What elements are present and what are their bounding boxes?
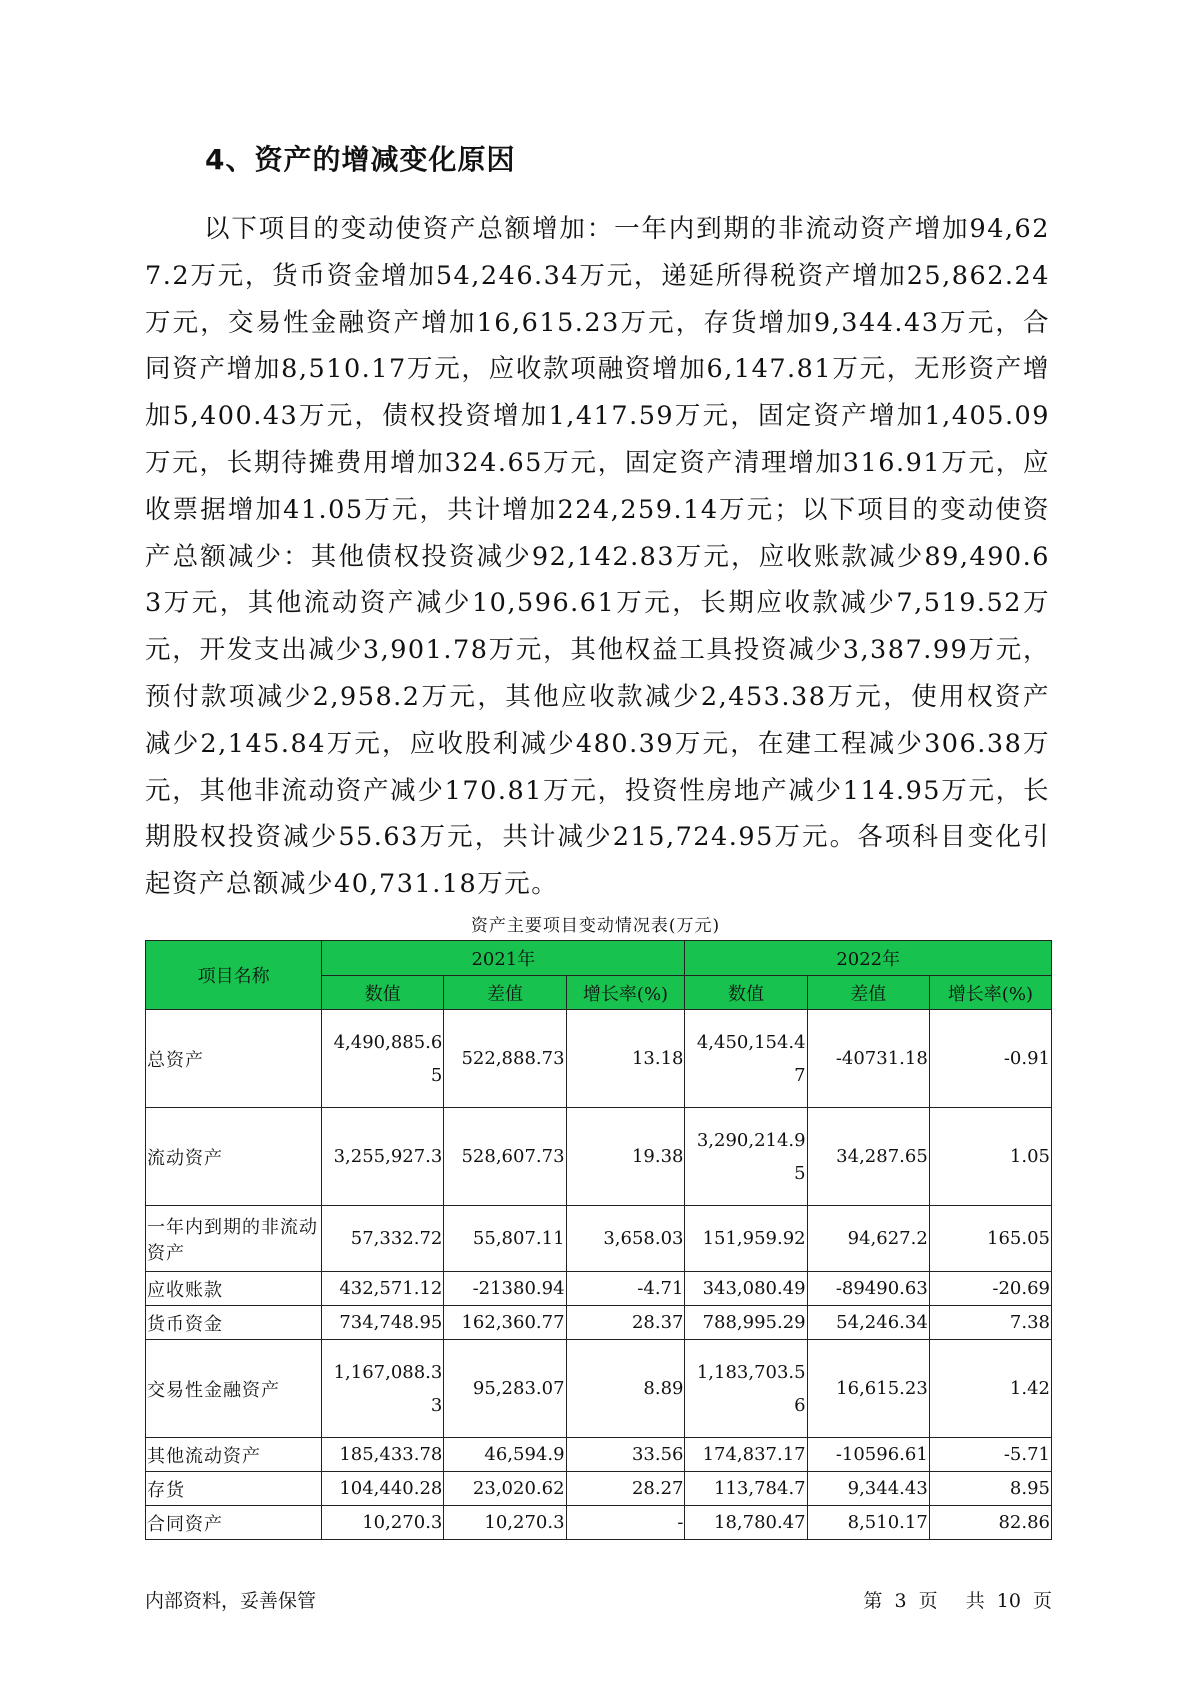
rate-2022: 1.05 — [929, 1108, 1051, 1206]
total-unit: 页 — [1032, 1590, 1052, 1612]
value-2021: 734,748.95 — [322, 1306, 444, 1340]
header-value-2021: 数值 — [322, 976, 444, 1010]
header-year-2022: 2022年 — [685, 941, 1052, 976]
diff-2022: -40731.18 — [807, 1010, 929, 1108]
table-row — [146, 1438, 1052, 1472]
diff-2021: 528,607.73 — [444, 1108, 566, 1206]
diff-2021: -21380.94 — [444, 1272, 566, 1306]
row-name: 合同资产 — [146, 1506, 322, 1540]
asset-change-table — [145, 940, 1052, 1540]
header-diff-2021: 差值 — [444, 976, 566, 1010]
value-2021: 104,440.28 — [322, 1472, 444, 1506]
diff-2021: 95,283.07 — [444, 1340, 566, 1438]
row-name: 存货 — [146, 1472, 322, 1506]
table-caption: 资产主要项目变动情况表(万元) — [470, 916, 721, 936]
rate-2022: 165.05 — [929, 1206, 1051, 1272]
diff-2022: -89490.63 — [807, 1272, 929, 1306]
diff-2021: 162,360.77 — [444, 1306, 566, 1340]
diff-2021: 10,270.3 — [444, 1506, 566, 1540]
diff-2021: 46,594.9 — [444, 1438, 566, 1472]
diff-2022: 34,287.65 — [807, 1108, 929, 1206]
rate-2022: 82.86 — [929, 1506, 1051, 1540]
header-value-2022: 数值 — [685, 976, 807, 1010]
table-row — [146, 1306, 1052, 1340]
row-name: 一年内到期的非流动资产 — [146, 1206, 322, 1272]
rate-2022: 7.38 — [929, 1306, 1051, 1340]
diff-2022: -10596.61 — [807, 1438, 929, 1472]
header-rate-2022: 增长率(%) — [929, 976, 1051, 1010]
section-heading: 4、资产的增减变化原因 — [205, 143, 516, 176]
rate-2021: 3,658.03 — [566, 1206, 685, 1272]
header-diff-2022: 差值 — [807, 976, 929, 1010]
table-row — [146, 1010, 1052, 1108]
value-2022: 151,959.92 — [685, 1206, 807, 1272]
rate-2021: 19.38 — [566, 1108, 685, 1206]
row-name: 流动资产 — [146, 1108, 322, 1206]
row-name: 应收账款 — [146, 1272, 322, 1306]
value-2022: 113,784.7 — [685, 1472, 807, 1506]
total-label: 共 — [965, 1590, 985, 1612]
value-2021: 185,433.78 — [322, 1438, 444, 1472]
value-2022: 1,183,703.56 — [685, 1340, 807, 1438]
rate-2021: 33.56 — [566, 1438, 685, 1472]
rate-2021: 28.37 — [566, 1306, 685, 1340]
footer-confidential-note: 内部资料，妥善保管 — [145, 1590, 317, 1612]
page-label: 第 — [863, 1590, 883, 1612]
rate-2021: 13.18 — [566, 1010, 685, 1108]
diff-2021: 23,020.62 — [444, 1472, 566, 1506]
diff-2022: 54,246.34 — [807, 1306, 929, 1340]
diff-2022: 16,615.23 — [807, 1340, 929, 1438]
rate-2022: -5.71 — [929, 1438, 1051, 1472]
value-2021: 4,490,885.65 — [322, 1010, 444, 1108]
value-2022: 788,995.29 — [685, 1306, 807, 1340]
value-2022: 18,780.47 — [685, 1506, 807, 1540]
page-number — [857, 1586, 1052, 1613]
value-2021: 3,255,927.3 — [322, 1108, 444, 1206]
table-row — [146, 1340, 1052, 1438]
rate-2021: 28.27 — [566, 1472, 685, 1506]
value-2021: 57,332.72 — [322, 1206, 444, 1272]
row-name: 其他流动资产 — [146, 1438, 322, 1472]
header-rate-2021: 增长率(%) — [566, 976, 685, 1010]
header-item-name: 项目名称 — [146, 941, 322, 1010]
diff-2021: 55,807.11 — [444, 1206, 566, 1272]
value-2022: 174,837.17 — [685, 1438, 807, 1472]
diff-2022: 9,344.43 — [807, 1472, 929, 1506]
table-row — [146, 1472, 1052, 1506]
value-2022: 3,290,214.95 — [685, 1108, 807, 1206]
value-2022: 343,080.49 — [685, 1272, 807, 1306]
body-paragraph: 以下项目的变动使资产总额增加：一年内到期的非流动资产增加94,627.2万元，货币资金增加54,246.34万元，递延所得税资产增加25,862.24万元，交易性金融资产增加16,615.23万元，存货增加9,344.43万元，合同资产增加8,510.17万元，应收款项融资增加6,147.81万元，无形资产增加5,400.43万元，债权投资增加1,417.59万元，固定资产增加1,405.09万元，长期待摊费用增加324.65万元，固定资产清理增加316.91万元，应收票据增加41.05万元，共计增加224,259.14万元；以下项目的变动使资产总额减少：其他债权投资减少92,142.83万元，应收账款减少89,490.63万元，其他流动资产减少10,596.61万元，长期应收款减少7,519.52万元，开发支出减少3,901.78万元，其他权益工具投资减少3,387.99万元，预付款项减少2,958.2万元，其他应收款减少2,453.38万元，使用权资产减少2,145.84万元，应收股利减少480.39万元，在建工程减少306.38万元，其他非流动资产减少170.81万元，投资性房地产减少114.95万元，长期股权投资减少55.63万元，共计减少215,724.95万元。各项科目变化引起资产总额减少40,731.18万元。 — [145, 214, 1050, 900]
rate-2022: -0.91 — [929, 1010, 1051, 1108]
value-2021: 10,270.3 — [322, 1506, 444, 1540]
table-row — [146, 1206, 1052, 1272]
row-name: 总资产 — [146, 1010, 322, 1108]
diff-2022: 8,510.17 — [807, 1506, 929, 1540]
rate-2021: - — [566, 1506, 685, 1540]
page-current: 3 — [894, 1590, 907, 1612]
rate-2021: -4.71 — [566, 1272, 685, 1306]
row-name: 交易性金融资产 — [146, 1340, 322, 1438]
table-row — [146, 1108, 1052, 1206]
rate-2022: -20.69 — [929, 1272, 1051, 1306]
diff-2021: 522,888.73 — [444, 1010, 566, 1108]
rate-2022: 1.42 — [929, 1340, 1051, 1438]
rate-2021: 8.89 — [566, 1340, 685, 1438]
table-row — [146, 1272, 1052, 1306]
diff-2022: 94,627.2 — [807, 1206, 929, 1272]
value-2021: 432,571.12 — [322, 1272, 444, 1306]
table-row — [146, 1506, 1052, 1540]
page-unit: 页 — [918, 1590, 938, 1612]
value-2022: 4,450,154.47 — [685, 1010, 807, 1108]
value-2021: 1,167,088.33 — [322, 1340, 444, 1438]
rate-2022: 8.95 — [929, 1472, 1051, 1506]
header-year-2021: 2021年 — [322, 941, 685, 976]
page-total: 10 — [996, 1590, 1021, 1612]
row-name: 货币资金 — [146, 1306, 322, 1340]
